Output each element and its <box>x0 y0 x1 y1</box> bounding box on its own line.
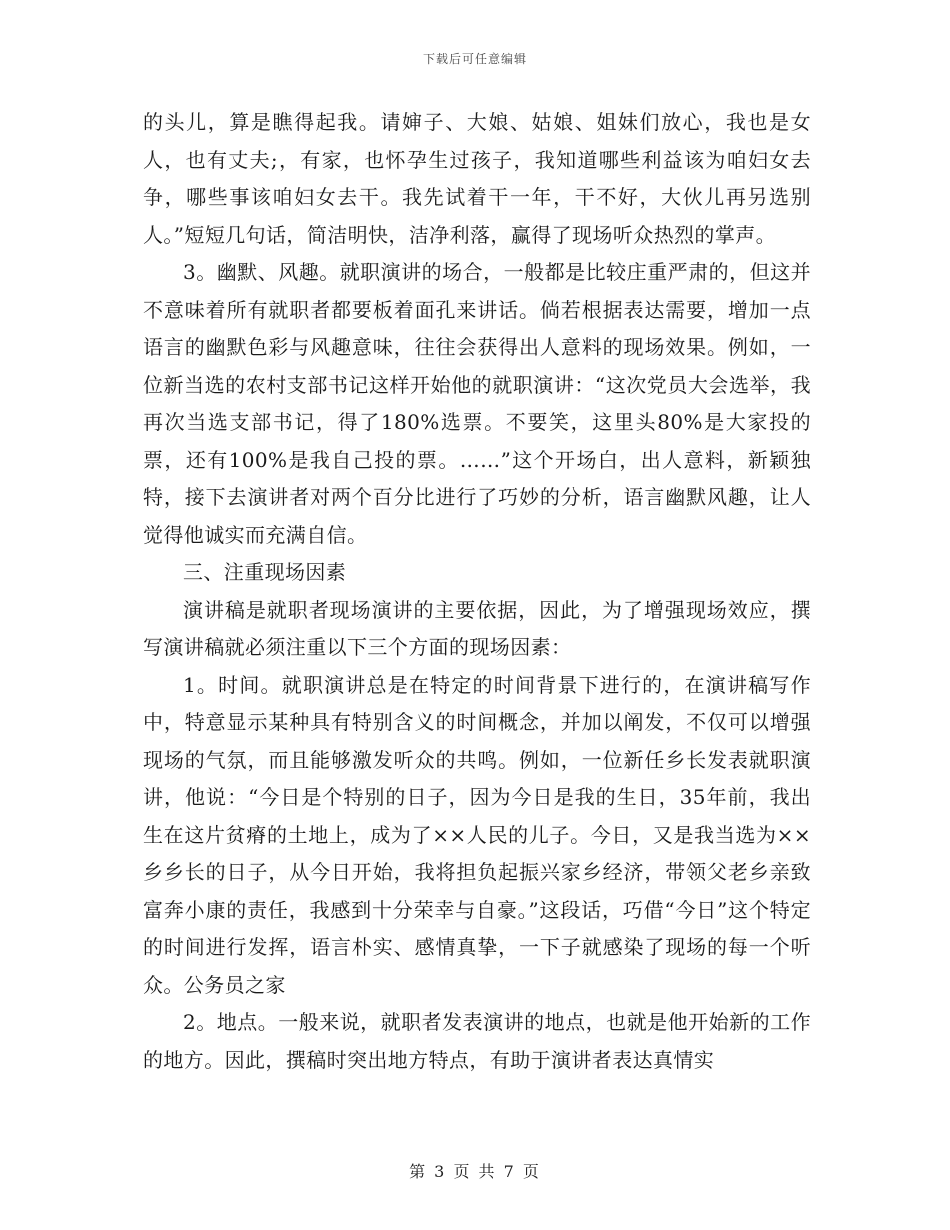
page-footer: 第 3 页 共 7 页 <box>409 1162 541 1181</box>
section-heading: 三、注重现场因素 <box>183 560 347 584</box>
paragraph-place: 2。地点。一般来说，就职者发表演讲的地点，也就是他开始新的工作的地方。因此，撰稿时突出地方特点，有助于演讲者表达真情实 <box>143 1010 811 1072</box>
document-body <box>143 104 811 1079</box>
paragraph-intro: 演讲稿是就职者现场演讲的主要依据，因此，为了增强现场效应，撰写演讲稿就必须注重以下三个方面的现场因素： <box>143 597 811 659</box>
paragraph-continuation: 的头儿，算是瞧得起我。请婶子、大娘、姑娘、姐妹们放心，我也是女人，也有丈夫;，有家，也怀孕生过孩子，我知道哪些利益该为咱妇女去争，哪些事该咱妇女去干。我先试着干一年，干不好，大伙儿再另选别人。”短短几句话，简洁明快，洁净利落，赢得了现场听众热烈的掌声。 <box>143 110 811 247</box>
paragraph-time: 1。时间。就职演讲总是在特定的时间背景下进行的，在演讲稿写作中，特意显示某种具有特别含义的时间概念，并加以阐发，不仅可以增强现场的气氛，而且能够激发听众的共鸣。例如，一位新任乡长发表就职演讲，他说：“今日是个特别的日子，因为今日是我的生日，35年前，我出生在这片贫瘠的土地上，成为了××人民的儿子。今日，又是我当选为××乡乡长的日子，从今日开始，我将担负起振兴家乡经济，带领父老乡亲致富奔小康的责任，我感到十分荣幸与自豪。”这段话，巧借“今日”这个特定的时间进行发挥，语言朴实、感情真挚，一下子就感染了现场的每一个听众。公务员之家 <box>143 672 811 997</box>
page-header: 下载后可任意编辑 <box>422 52 527 66</box>
paragraph-humor: 3。幽默、风趣。就职演讲的场合，一般都是比较庄重严肃的，但这并不意味着所有就职者都要板着面孔来讲话。倘若根据表达需要，增加一点语言的幽默色彩与风趣意味，往往会获得出人意料的现场效果。例如，一位新当选的农村支部书记这样开始他的就职演讲：“这次党员大会选举，我再次当选支部书记，得了180%选票。不要笑，这里头80%是大家投的票，还有100%是我自己投的票。……”这个开场白，出人意料，新颖独特，接下去演讲者对两个百分比进行了巧妙的分析，语言幽默风趣，让人觉得他诚实而充满自信。 <box>143 260 811 547</box>
